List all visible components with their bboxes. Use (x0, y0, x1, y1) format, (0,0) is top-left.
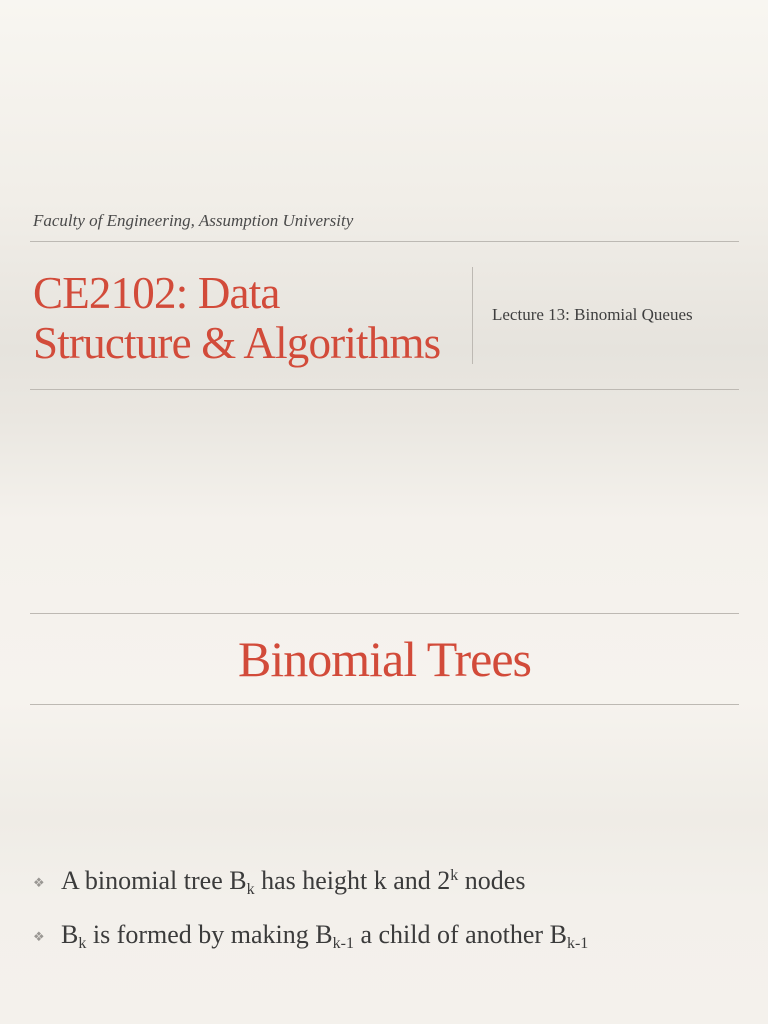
course-title (33, 268, 463, 368)
section-bottom-divider (30, 704, 739, 705)
bullet-text: A binomial tree $B_k$ has height k and 2$^k$ nodes (61, 866, 526, 898)
top-divider (30, 241, 739, 242)
section-title: Binomial Trees (238, 631, 531, 687)
vertical-divider (472, 267, 473, 364)
bullet-diamond-icon: ❖ (33, 929, 45, 944)
bullet-text: $B_k$ is formed by making $B_{k-1}$ a child of another $B_{k-1}$ (61, 920, 589, 952)
lecture-subtitle: Lecture 13: Binomial Queues (492, 305, 693, 324)
course-title-line1: CE2102: Data (33, 268, 280, 318)
faculty-name: Faculty of Engineering, Assumption University (33, 211, 354, 230)
bottom-divider (30, 389, 739, 390)
section-top-divider (30, 613, 739, 614)
bullet-diamond-icon: ❖ (33, 875, 45, 890)
course-title-line2: Structure & Algorithms (33, 318, 441, 368)
